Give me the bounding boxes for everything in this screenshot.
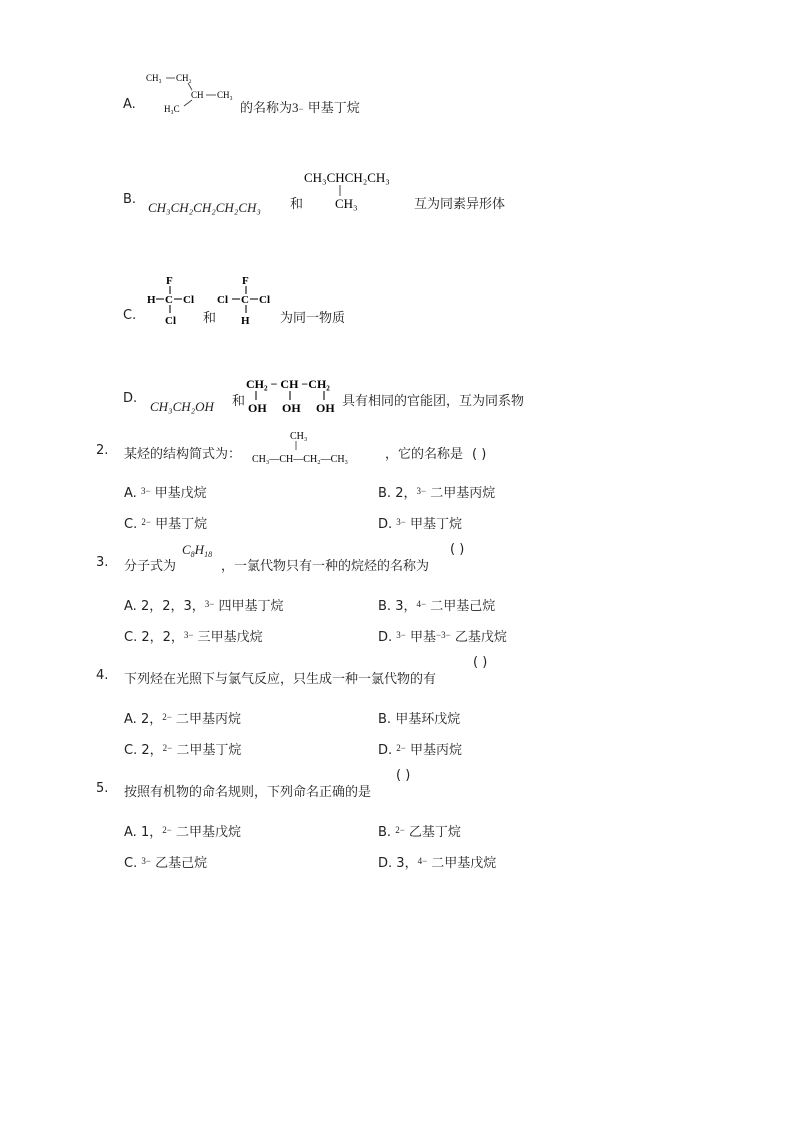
q4-b-letter: B. bbox=[378, 712, 392, 727]
q3-formula-c: C bbox=[182, 542, 191, 557]
q1-c-m1-bottom: Cl bbox=[165, 315, 176, 327]
q2-struct-branch: CH₃ bbox=[290, 431, 308, 442]
q2-a-letter: A. bbox=[124, 486, 137, 501]
q1-b-rest: 互为同素异形体 bbox=[414, 197, 506, 212]
q5-option-a[interactable] bbox=[124, 821, 241, 840]
q1-b-letter: B. bbox=[123, 192, 137, 207]
q4-option-d[interactable] bbox=[378, 739, 462, 758]
q3-stem-start: 分子式为 bbox=[124, 559, 177, 574]
q5-a-prefix: 1， bbox=[140, 825, 163, 840]
q1-d-conj: 和 bbox=[232, 394, 246, 409]
q3-option-b[interactable] bbox=[378, 595, 495, 614]
q3-stem-end: ，一氯代物只有一种的烷烃的名称为 bbox=[221, 559, 430, 574]
q3-answer-paren: ( ) bbox=[450, 542, 465, 557]
q1-a-ch2: CH₂ bbox=[176, 73, 192, 83]
q3-d-num2: −3− bbox=[436, 630, 451, 640]
q3-option-d[interactable] bbox=[378, 626, 507, 645]
q1-b-formula: CH₃CH₂CH₂CH₂CH₃ bbox=[148, 200, 261, 215]
q1-a-text bbox=[240, 97, 360, 116]
q3-formula-8: 8 bbox=[190, 550, 195, 559]
q2-d-letter: D. bbox=[378, 517, 393, 532]
q2-c-num: 2− bbox=[141, 517, 151, 527]
q5-number: 5. bbox=[96, 781, 109, 796]
q1-a-ch: CH bbox=[191, 90, 204, 100]
q5-a-num: 2− bbox=[162, 825, 172, 835]
q1-a-ch3-top: CH₃ bbox=[146, 73, 162, 83]
q5-d-num: 4− bbox=[417, 856, 428, 866]
q1-a-letter: A. bbox=[123, 97, 136, 112]
q3-c-letter: C. bbox=[124, 630, 138, 645]
q2-d-num: 3− bbox=[396, 517, 406, 527]
q1-c-m1-top: F bbox=[166, 275, 173, 287]
q1-a-structure bbox=[144, 70, 244, 116]
q3-formula-h: H bbox=[194, 542, 205, 557]
q2-stem: 某烃的结构简式为： bbox=[124, 447, 242, 462]
q3-b-text: 二甲基己烷 bbox=[430, 599, 496, 614]
q2-stem-end: ，它的名称是 bbox=[385, 447, 464, 462]
q3-a-text: 四甲基丁烷 bbox=[218, 599, 284, 614]
q4-option-c[interactable] bbox=[124, 739, 241, 758]
q3-option-c[interactable] bbox=[124, 626, 263, 645]
q1-c-m1-center: C bbox=[165, 294, 173, 306]
q1-b-struct-top: CH₃CHCH₂CH₃ bbox=[304, 170, 390, 185]
q1-d-structure bbox=[244, 374, 340, 416]
q2-a-num: 3− bbox=[140, 486, 151, 496]
q1-d-oh-1: OH bbox=[248, 401, 267, 415]
q1-a-rest: 甲基丁烷 bbox=[307, 101, 360, 116]
q4-answer-paren: ( ) bbox=[473, 655, 488, 670]
q3-formula-18: 18 bbox=[204, 550, 213, 559]
q1-d-letter: D. bbox=[123, 391, 138, 406]
q3-c-num: 3− bbox=[183, 630, 194, 640]
q1-b-struct-bottom: CH₃ bbox=[335, 196, 358, 211]
q5-a-letter: A. bbox=[124, 825, 137, 840]
q4-a-num: 2− bbox=[162, 712, 172, 722]
q3-d-text2: 乙基戊烷 bbox=[454, 630, 507, 645]
q4-stem: 下列烃在光照下与氯气反应，只生成一种一氯代物的有 bbox=[124, 672, 437, 687]
q2-b-num: 3− bbox=[416, 486, 427, 496]
q5-b-letter: B. bbox=[378, 825, 392, 840]
q1-c-rest: 为同一物质 bbox=[280, 311, 346, 326]
q1-d-oh-2: OH bbox=[282, 401, 301, 415]
q3-a-prefix: 2，2，3， bbox=[140, 599, 205, 614]
q4-a-letter: A. bbox=[124, 712, 137, 727]
q1-c-molecule-2 bbox=[216, 272, 284, 332]
q4-option-a[interactable] bbox=[124, 708, 241, 727]
q1-a-num: 3 bbox=[292, 100, 299, 115]
q1-c-m2-bottom: H bbox=[241, 315, 250, 327]
q3-d-letter: D. bbox=[378, 630, 393, 645]
q1-c-m1-right: Cl bbox=[183, 294, 194, 306]
q4-d-num: 2− bbox=[396, 743, 406, 753]
q4-c-num: 2− bbox=[162, 743, 173, 753]
q5-d-text: 二甲基戊烷 bbox=[431, 856, 497, 871]
q3-d-text: 甲基 bbox=[410, 630, 437, 645]
q5-c-text: 乙基己烷 bbox=[155, 856, 208, 871]
q4-c-prefix: 2， bbox=[141, 743, 163, 758]
q2-answer-paren: ( ) bbox=[472, 447, 487, 462]
q5-option-c[interactable] bbox=[124, 852, 207, 871]
q1-c-letter: C. bbox=[123, 308, 137, 323]
q1-b-conj: 和 bbox=[290, 197, 304, 212]
q2-option-a[interactable] bbox=[124, 482, 207, 501]
q3-d-num: 3− bbox=[396, 630, 406, 640]
q2-option-b[interactable] bbox=[378, 482, 495, 501]
q1-a-dash: − bbox=[298, 104, 304, 114]
q1-c-m2-top: F bbox=[242, 275, 249, 287]
q5-stem: 按照有机物的命名规则，下列命名正确的是 bbox=[124, 785, 372, 800]
q1-a-text-main: 的名称为 bbox=[240, 101, 293, 116]
q5-d-prefix: 3， bbox=[396, 856, 418, 871]
q2-number: 2. bbox=[96, 443, 109, 458]
q1-d-formula: CH₃CH₂OH bbox=[150, 399, 214, 414]
q1-c-m2-center: C bbox=[241, 294, 249, 306]
q5-c-num: 3− bbox=[141, 856, 151, 866]
q3-option-a[interactable] bbox=[124, 595, 284, 614]
q1-a-h3c: H₃C bbox=[164, 104, 180, 114]
q4-c-text: 二甲基丁烷 bbox=[176, 743, 242, 758]
q2-c-text: 甲基丁烷 bbox=[155, 517, 208, 532]
q5-answer-paren: ( ) bbox=[396, 768, 411, 783]
q2-struct-main: CH₃—CH—CH₂—CH₃ bbox=[252, 454, 349, 465]
q5-a-text: 二甲基戊烷 bbox=[175, 825, 241, 840]
q2-d-text: 甲基丁烷 bbox=[410, 517, 463, 532]
q3-b-prefix: 3， bbox=[395, 599, 417, 614]
q2-option-d[interactable] bbox=[378, 513, 462, 532]
q4-option-b[interactable] bbox=[378, 708, 460, 727]
q5-b-num: 2− bbox=[395, 825, 405, 835]
q5-c-letter: C. bbox=[124, 856, 138, 871]
q3-number: 3. bbox=[96, 555, 109, 570]
q2-b-prefix: 2， bbox=[395, 486, 417, 501]
q2-b-text: 二甲基丙烷 bbox=[430, 486, 496, 501]
q2-b-letter: B. bbox=[378, 486, 392, 501]
q4-d-text: 甲基丙烷 bbox=[410, 743, 463, 758]
q5-option-d[interactable] bbox=[378, 852, 496, 871]
q4-d-letter: D. bbox=[378, 743, 393, 758]
q2-a-text: 甲基戊烷 bbox=[154, 486, 207, 501]
q1-c-m2-right: Cl bbox=[259, 294, 270, 306]
q1-b-structure bbox=[302, 168, 422, 216]
q5-d-letter: D. bbox=[378, 856, 393, 871]
q3-b-letter: B. bbox=[378, 599, 392, 614]
q1-c-m2-left: Cl bbox=[217, 294, 228, 306]
q1-c-m1-left: H bbox=[147, 294, 156, 306]
q1-d-oh-3: OH bbox=[316, 401, 335, 415]
q3-a-num: 3− bbox=[204, 599, 215, 609]
q1-c-molecule-1 bbox=[146, 272, 208, 332]
q3-c-text: 三甲基戊烷 bbox=[197, 630, 263, 645]
q2-c-letter: C. bbox=[124, 517, 138, 532]
q1-c-conj: 和 bbox=[203, 311, 217, 326]
q4-number: 4. bbox=[96, 668, 109, 683]
q4-b-text: 甲基环戊烷 bbox=[395, 712, 461, 727]
q1-d-struct-top: CH₂ − CH −CH₂ bbox=[246, 377, 330, 391]
q4-a-prefix: 2， bbox=[140, 712, 163, 727]
q2-option-c[interactable] bbox=[124, 513, 207, 532]
q5-option-b[interactable] bbox=[378, 821, 461, 840]
q3-c-prefix: 2，2， bbox=[141, 630, 184, 645]
q4-a-text: 二甲基丙烷 bbox=[175, 712, 241, 727]
q3-b-num: 4− bbox=[416, 599, 427, 609]
q4-c-letter: C. bbox=[124, 743, 138, 758]
q2-structure bbox=[250, 426, 395, 468]
q1-a-ch3-right: CH₃ bbox=[217, 90, 233, 100]
q3-a-letter: A. bbox=[124, 599, 137, 614]
q3-formula bbox=[182, 542, 212, 559]
q5-b-text: 乙基丁烷 bbox=[408, 825, 461, 840]
q1-d-rest: 具有相同的官能团，互为同系物 bbox=[342, 394, 525, 409]
